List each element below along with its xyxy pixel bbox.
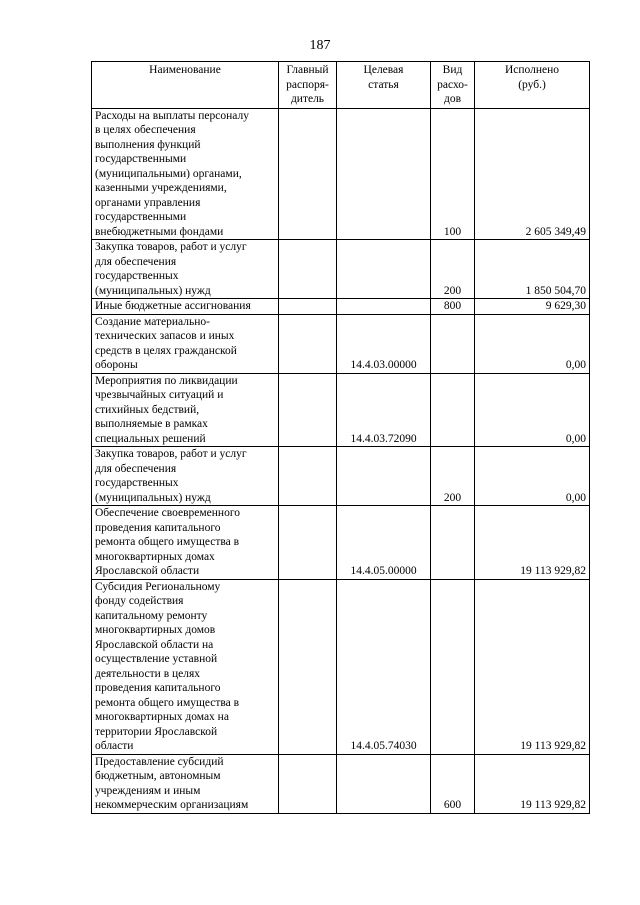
text-line: казенными учреждениями, <box>95 182 227 194</box>
cell-target-article <box>337 108 431 240</box>
cell-name <box>92 108 279 240</box>
text-line: расхо- <box>437 78 468 91</box>
cell-target-article: 14.4.05.74030 <box>337 579 431 754</box>
text-line: Исполнено <box>504 64 560 76</box>
header-executed <box>475 62 590 109</box>
cell-executed: 2 605 349,49 <box>475 108 590 240</box>
text-line: Наименование <box>149 64 221 76</box>
page-number: 187 <box>309 38 331 53</box>
cell-target-article <box>337 447 431 506</box>
text-line: чрезвычайных ситуаций и <box>95 389 224 401</box>
text-line: органами управления <box>95 196 201 209</box>
text-line: выполняемые в рамках <box>95 418 208 430</box>
text-line: Субсидия Региональному <box>95 580 221 593</box>
text-line: Главный <box>286 64 329 76</box>
table-row <box>92 299 590 315</box>
cell-name <box>92 373 279 447</box>
text-line: многоквартирных домов <box>95 624 216 636</box>
cell-expense-type: 800 <box>431 299 475 315</box>
text-line: территории Ярославской <box>95 725 218 738</box>
cell-chief-administrator <box>279 506 337 580</box>
cell-chief-administrator <box>279 299 337 315</box>
text-line: стихийных бедствий, <box>95 403 200 416</box>
text-line: Ярославской области на <box>95 638 214 651</box>
cell-expense-type: 200 <box>431 447 475 506</box>
text-line: государственными <box>95 211 187 223</box>
text-line: Закупка товаров, работ и услуг <box>95 241 247 253</box>
cell-executed: 19 113 929,82 <box>475 506 590 580</box>
table-row <box>92 579 590 754</box>
text-line: многоквартирных домах на <box>95 711 229 723</box>
text-line: (муниципальных) нужд <box>95 284 211 297</box>
text-line: Целевая <box>363 64 404 76</box>
cell-name <box>92 506 279 580</box>
cell-expense-type: 100 <box>431 108 475 240</box>
text-line: Вид <box>442 64 463 76</box>
text-line: (руб.) <box>518 78 546 91</box>
cell-chief-administrator <box>279 314 337 373</box>
table-row <box>92 754 590 813</box>
cell-target-article: 14.4.03.72090 <box>337 373 431 447</box>
cell-name <box>92 579 279 754</box>
cell-chief-administrator <box>279 447 337 506</box>
text-line: технических запасов и иных <box>95 330 235 342</box>
header-name <box>92 62 279 109</box>
cell-target-article: 14.4.03.00000 <box>337 314 431 373</box>
cell-name <box>92 754 279 813</box>
text-line: дитель <box>290 93 325 105</box>
text-line: (муниципальных) нужд <box>95 491 211 504</box>
text-line: Обеспечение своевременного <box>95 507 241 519</box>
text-line: Закупка товаров, работ и услуг <box>95 448 247 460</box>
cell-chief-administrator <box>279 240 337 299</box>
cell-target-article: 14.4.05.00000 <box>337 506 431 580</box>
cell-name <box>92 314 279 373</box>
table-row <box>92 506 590 580</box>
cell-target-article <box>337 240 431 299</box>
cell-executed: 0,00 <box>475 447 590 506</box>
cell-chief-administrator <box>279 108 337 240</box>
text-line: в целях обеспечения <box>95 124 196 136</box>
text-line: Расходы на выплаты персоналу <box>95 109 249 122</box>
text-line: деятельности в целях <box>95 667 201 680</box>
text-line: учреждениям и иным <box>95 784 201 797</box>
cell-chief-administrator <box>279 754 337 813</box>
cell-expense-type: 200 <box>431 240 475 299</box>
table-row <box>92 108 590 240</box>
text-line: области <box>95 740 134 752</box>
text-line: государственных <box>95 270 179 282</box>
text-line: (муниципальными) органами, <box>95 167 242 180</box>
cell-name <box>92 299 279 315</box>
text-line: внебюджетными фондами <box>95 225 224 238</box>
text-line: осуществление уставной <box>95 653 218 665</box>
cell-name <box>92 240 279 299</box>
text-line: капитальному ремонту <box>95 609 208 622</box>
cell-executed: 0,00 <box>475 314 590 373</box>
table-header-row <box>92 62 590 109</box>
header-chief-administrator <box>279 62 337 109</box>
header-expense-type <box>431 62 475 109</box>
text-line: специальных решений <box>95 432 206 445</box>
table-row <box>92 240 590 299</box>
text-line: статья <box>368 78 399 91</box>
text-line: проведения капитального <box>95 521 221 534</box>
text-line: для обеспечения <box>95 462 177 475</box>
text-line: обороны <box>95 359 138 371</box>
cell-expense-type <box>431 373 475 447</box>
cell-name <box>92 447 279 506</box>
text-line: распоря- <box>286 78 329 91</box>
cell-target-article <box>337 754 431 813</box>
cell-executed: 9 629,30 <box>475 299 590 315</box>
text-line: ремонта общего имущества в <box>95 536 240 548</box>
cell-executed: 0,00 <box>475 373 590 447</box>
text-line: для обеспечения <box>95 255 177 268</box>
text-line: ремонта общего имущества в <box>95 696 240 709</box>
cell-expense-type <box>431 579 475 754</box>
cell-executed: 19 113 929,82 <box>475 754 590 813</box>
text-line: проведения капитального <box>95 682 221 694</box>
text-line: Создание материально- <box>95 315 210 328</box>
header-target-article <box>337 62 431 109</box>
table-row <box>92 447 590 506</box>
cell-expense-type: 600 <box>431 754 475 813</box>
text-line: дов <box>443 93 462 105</box>
table-body <box>92 108 590 813</box>
text-line: государственных <box>95 477 179 489</box>
text-line: бюджетным, автономным <box>95 770 221 782</box>
text-line: выполнения функций <box>95 138 201 151</box>
budget-table <box>91 61 590 814</box>
cell-expense-type <box>431 314 475 373</box>
cell-chief-administrator <box>279 579 337 754</box>
text-line: Мероприятия по ликвидации <box>95 374 238 387</box>
text-line: фонду содействия <box>95 595 184 607</box>
cell-chief-administrator <box>279 373 337 447</box>
cell-executed: 19 113 929,82 <box>475 579 590 754</box>
cell-target-article <box>337 299 431 315</box>
table-row <box>92 314 590 373</box>
text-line: государственными <box>95 153 187 165</box>
table-row <box>92 373 590 447</box>
cell-expense-type <box>431 506 475 580</box>
cell-executed: 1 850 504,70 <box>475 240 590 299</box>
text-line: Предоставление субсидий <box>95 755 224 768</box>
text-line: Иные бюджетные ассигнования <box>95 300 251 312</box>
text-line: Ярославской области <box>95 565 200 577</box>
text-line: многоквартирных домах <box>95 550 215 563</box>
text-line: некоммерческим организациям <box>95 799 249 811</box>
text-line: средств в целях гражданской <box>95 344 237 357</box>
